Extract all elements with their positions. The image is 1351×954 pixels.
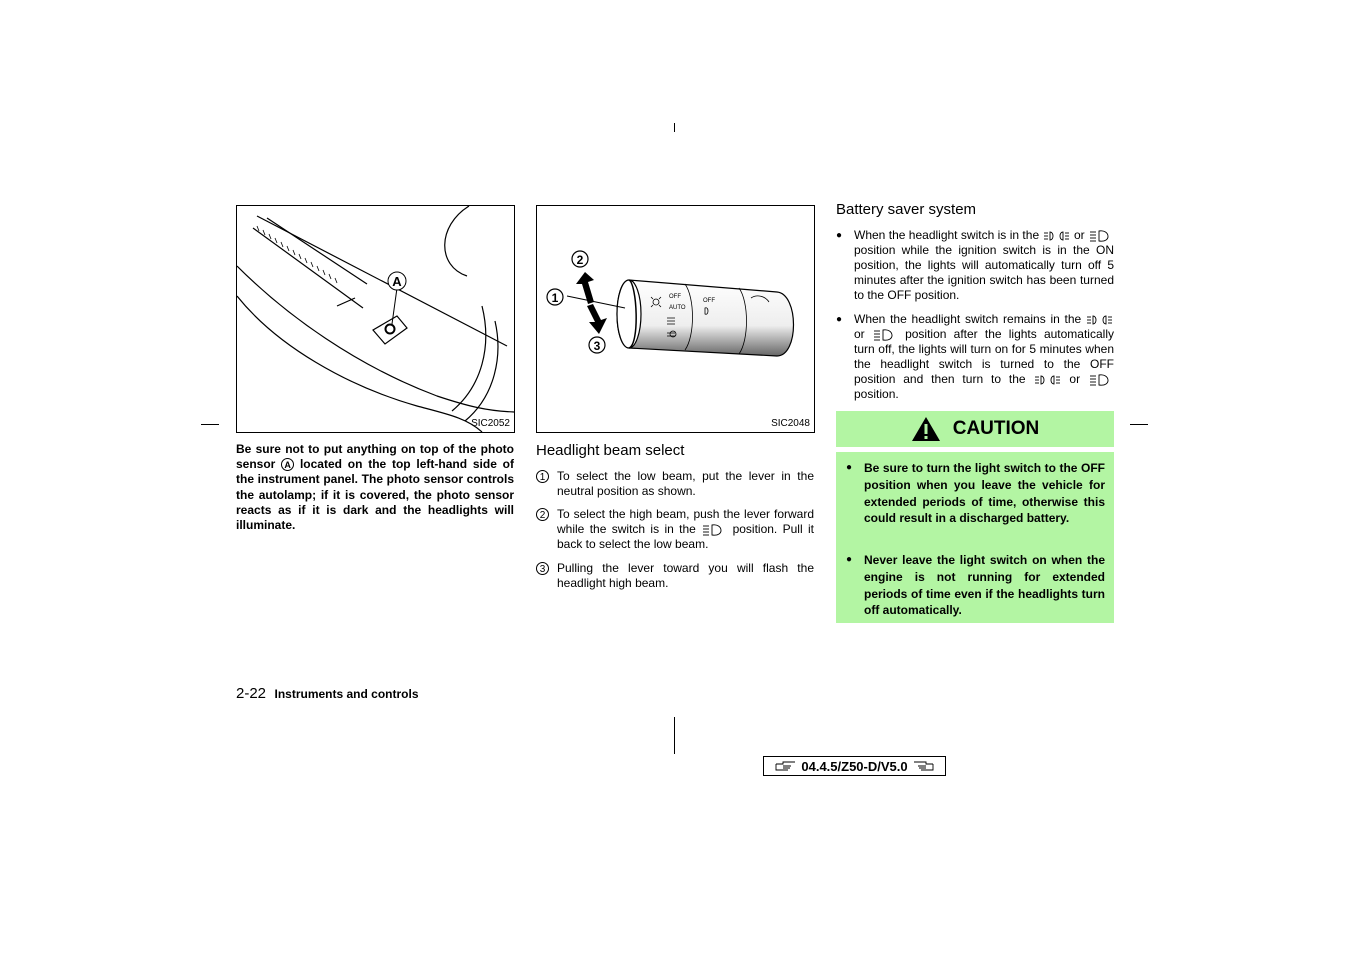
battery-bullet-1: ● When the headlight switch is in the or position while the ignition switch is in the ON position, the lights will automatically turn off 5 minutes after the ignition switch has been turned to the OFF position. bbox=[836, 228, 1114, 302]
section-name: Instruments and controls bbox=[274, 687, 419, 701]
headlight-icon bbox=[701, 523, 727, 537]
svg-text:OFF: OFF bbox=[703, 298, 715, 304]
headlight-icon bbox=[1088, 373, 1114, 387]
caution-item-1: ● Be sure to turn the light switch to the OFF position when you leave the vehicle for extended periods of time, otherwise this could result in a discharged battery. bbox=[846, 461, 1105, 526]
label-1: 1 bbox=[551, 291, 559, 305]
warning-icon bbox=[911, 416, 941, 442]
crop-mark-bottom bbox=[674, 717, 675, 754]
crop-mark-right bbox=[1130, 424, 1148, 425]
dashboard-illustration bbox=[237, 206, 514, 432]
pointing-hand-left-icon bbox=[912, 760, 934, 772]
photo-sensor-figure bbox=[236, 205, 515, 433]
parking-light-icon bbox=[1034, 375, 1062, 385]
figure-code: SIC2052 bbox=[471, 418, 510, 429]
crop-mark-top bbox=[674, 123, 675, 132]
photo-sensor-icon bbox=[386, 325, 395, 334]
page-number: 2-22 bbox=[236, 685, 267, 702]
lever-illustration bbox=[537, 206, 814, 432]
figure-code: SIC2048 bbox=[771, 418, 810, 429]
parking-light-icon bbox=[1086, 315, 1114, 325]
caution-title: CAUTION bbox=[952, 418, 1040, 439]
page-footer bbox=[236, 685, 419, 703]
label-a: A bbox=[392, 274, 402, 289]
battery-bullet-2: ● When the headlight switch remains in the or position after the lights automatically turn off, the lights will turn on for 5 minutes when the headlight switch is turned to the OFF position and then turn to the or position. bbox=[836, 312, 1114, 401]
version-text: 04.4.5/Z50-D/V5.0 bbox=[801, 758, 908, 774]
headlight-section-title: Headlight beam select bbox=[536, 442, 685, 459]
label-a-ref: A bbox=[281, 458, 294, 471]
svg-text:OFF: OFF bbox=[669, 294, 681, 300]
caution-body bbox=[836, 452, 1114, 623]
pointing-hand-right-icon bbox=[775, 760, 797, 772]
label-2: 2 bbox=[576, 253, 584, 267]
svg-text:AUTO: AUTO bbox=[669, 305, 686, 311]
headlight-item-2: 2 To select the high beam, push the lever forward while the switch is in the position. Pull it back to select the low beam. bbox=[536, 507, 814, 552]
caution-header bbox=[836, 411, 1114, 447]
caution-item-2: ● Never leave the light switch on when the engine is not running for extended periods of time even if the headlights turn off automatically. bbox=[846, 553, 1105, 618]
photo-sensor-caption: Be sure not to put anything on top of the photo sensor A located on the top left-hand side of the instrument panel. The photo sensor controls the autolamp; if it is covered, the photo sensor reacts as if it is dark and the headlights will illuminate. bbox=[236, 442, 514, 533]
headlight-item-3: 3 Pulling the lever toward you will flash the headlight high beam. bbox=[536, 561, 814, 591]
parking-light-icon bbox=[1043, 231, 1071, 241]
headlight-lever-figure bbox=[536, 205, 815, 433]
label-3: 3 bbox=[593, 339, 601, 353]
headlight-item-1: 1 To select the low beam, put the lever in the neutral position as shown. bbox=[536, 469, 814, 499]
battery-section-title: Battery saver system bbox=[836, 201, 977, 218]
crop-mark-left bbox=[201, 424, 219, 425]
headlight-icon bbox=[1088, 229, 1114, 243]
headlight-icon bbox=[872, 328, 898, 342]
version-box bbox=[763, 756, 946, 776]
